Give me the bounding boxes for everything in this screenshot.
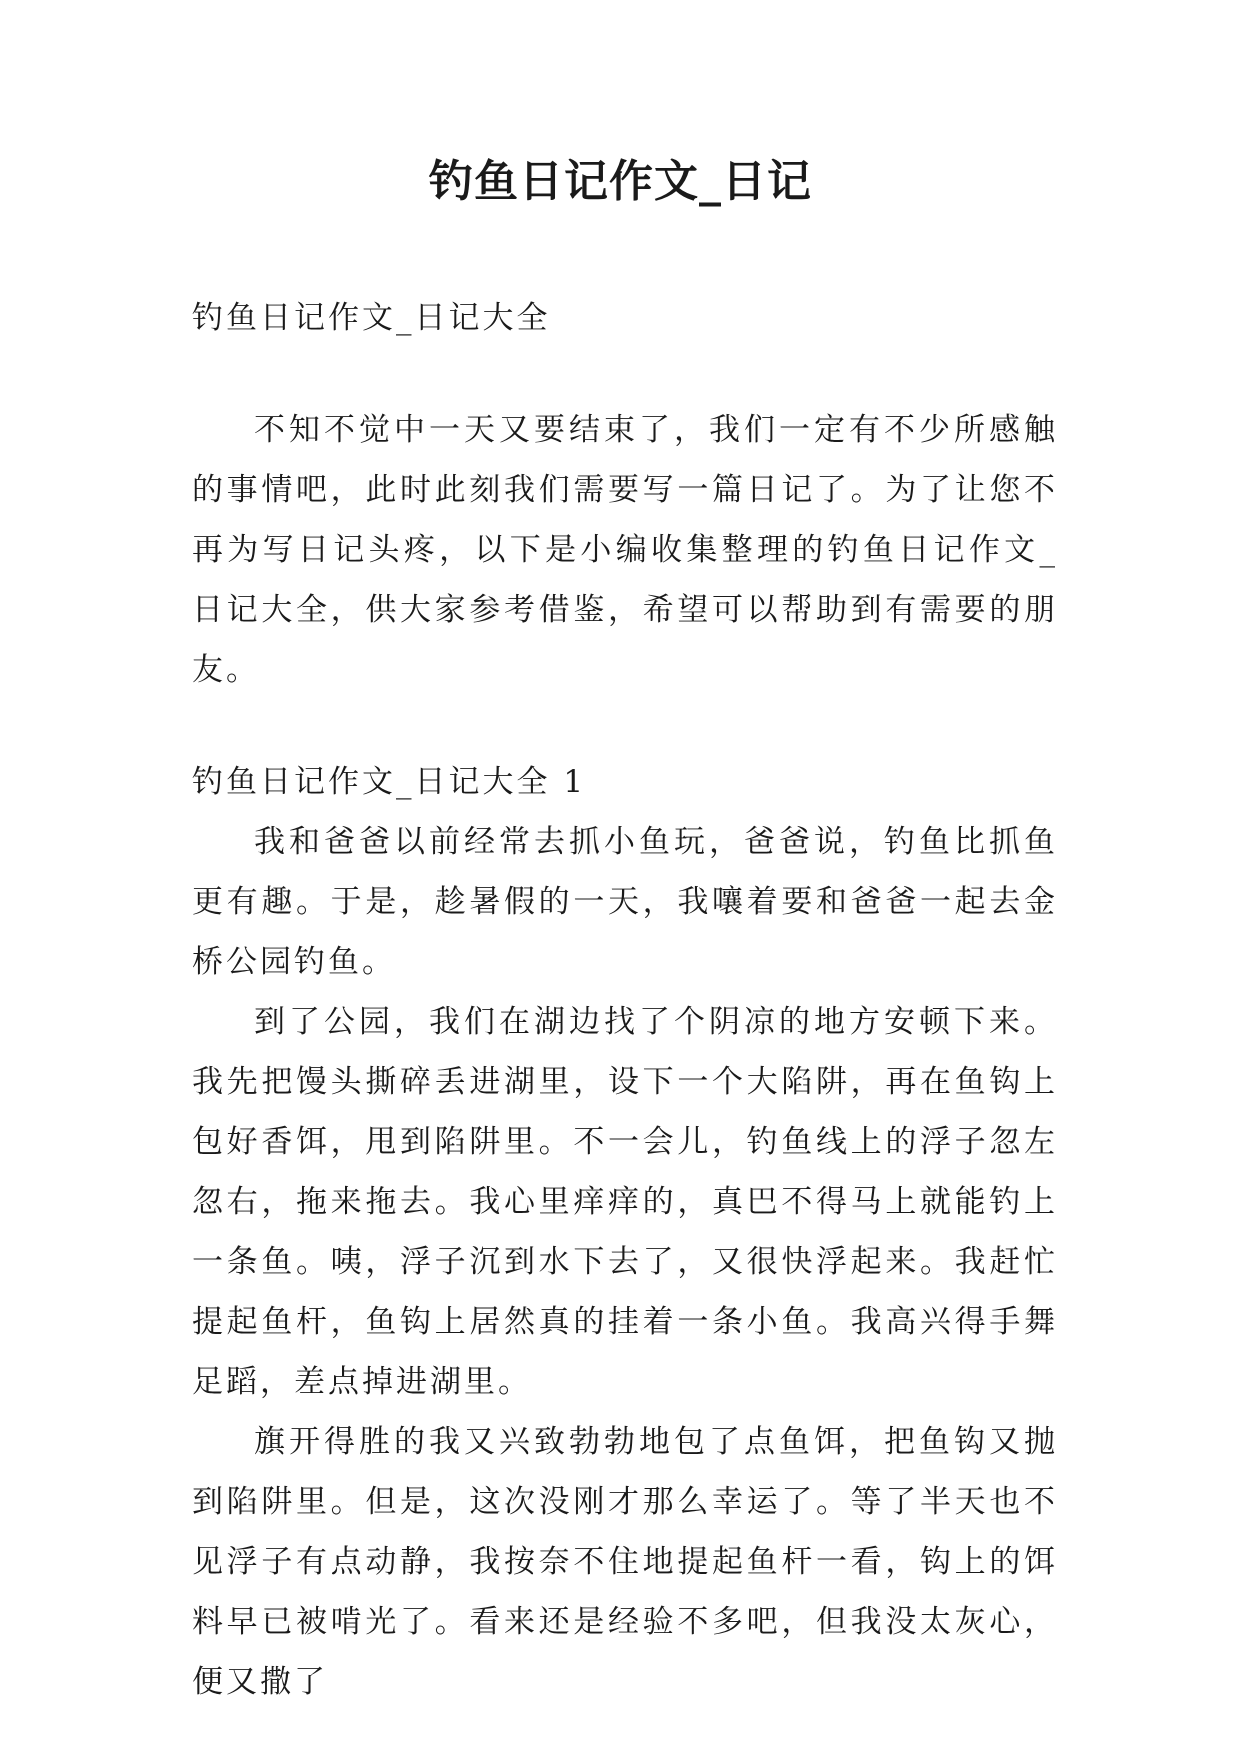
document-subtitle: 钓鱼日记作文_日记大全 xyxy=(192,300,551,336)
spacer xyxy=(192,700,1058,752)
body-paragraph-2: 到了公园，我们在湖边找了个阴凉的地方安顿下来。我先把馒头撕碎丢进湖里，设下一个大陷阱，再在鱼钩上包好香饵，甩到陷阱里。不一会儿，钓鱼线上的浮子忽左忽右，拖来拖去。我心里痒痒的，真巴不得马上就能钓上一条鱼。咦，浮子沉到水下去了，又很快浮起来。我赶忙提起鱼杆，鱼钩上居然真的挂着一条小鱼。我高兴得手舞足蹈，差点掉进湖里。 xyxy=(192,1004,1058,1400)
section-heading: 钓鱼日记作文_日记大全 1 xyxy=(192,764,587,800)
document-title: 钓鱼日记作文_日记 xyxy=(429,156,812,207)
body-paragraph-3: 旗开得胜的我又兴致勃勃地包了点鱼饵，把鱼钩又抛到陷阱里。但是，这次没刚才那么幸运了。等了半天也不见浮子有点动静，我按奈不住地提起鱼杆一看，钩上的饵料早已被啃光了。看来还是经验不多吧，但我没太灰心，便又撒了 xyxy=(192,1424,1058,1700)
body-paragraph-1: 我和爸爸以前经常去抓小鱼玩，爸爸说，钓鱼比抓鱼更有趣。于是，趁暑假的一天，我嚷着要和爸爸一起去金桥公园钓鱼。 xyxy=(192,824,1058,980)
document-body xyxy=(192,288,1058,1712)
intro-paragraph: 不知不觉中一天又要结束了，我们一定有不少所感触的事情吧，此时此刻我们需要写一篇日记了。为了让您不再为写日记头疼，以下是小编收集整理的钓鱼日记作文_日记大全，供大家参考借鉴，希望可以帮助到有需要的朋友。 xyxy=(192,412,1058,688)
spacer xyxy=(192,348,1058,400)
